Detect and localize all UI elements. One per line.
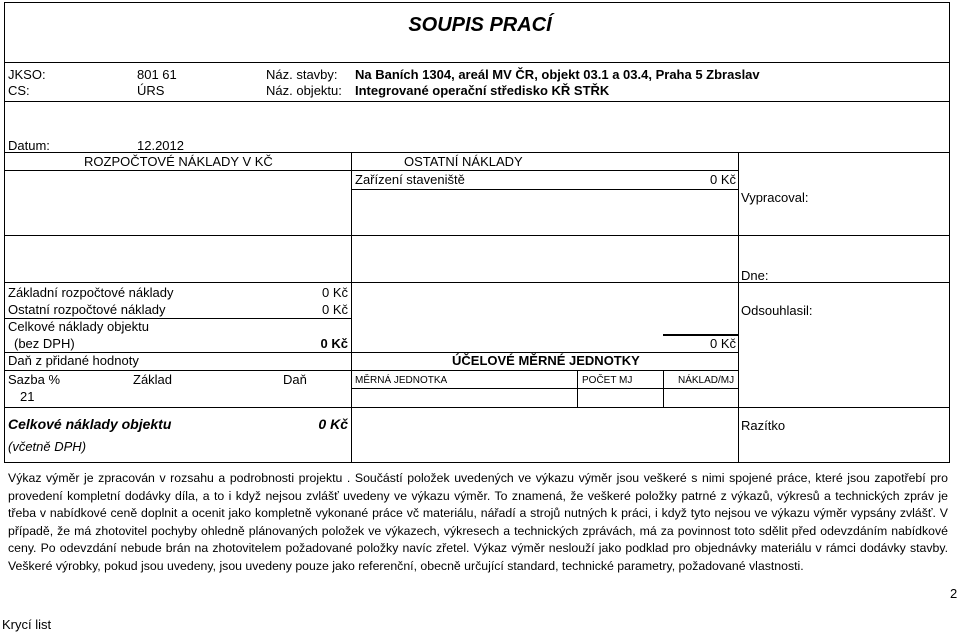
costs-heading-line <box>4 170 738 171</box>
dan-label: Daň z přidané hodnoty <box>8 353 139 368</box>
col-pocet: POČET MJ <box>582 375 633 386</box>
cs-label: CS: <box>8 83 30 98</box>
units-heading: ÚČELOVÉ MĚRNÉ JEDNOTKY <box>452 353 640 368</box>
dne-label: Dne: <box>741 268 769 283</box>
col-naklad: NÁKLAD/MJ <box>678 375 735 386</box>
col-jednotka: MĚRNÁ JEDNOTKA <box>355 375 448 386</box>
vypracoval-label: Vypracoval: <box>741 190 809 205</box>
page-title: SOUPIS PRACÍ <box>408 14 552 36</box>
bottom-border <box>4 462 950 463</box>
zarizeni-value: 0 Kč <box>709 172 736 187</box>
right-border <box>949 2 950 463</box>
zaklad-label: Základ <box>133 372 173 387</box>
bez-dph-label: (bez DPH) <box>14 336 75 351</box>
title-bottom-line <box>4 62 950 63</box>
sazba-line <box>4 370 738 371</box>
final-line <box>4 407 950 408</box>
celkove-label: Celkové náklady objektu <box>8 319 149 334</box>
col-split-2 <box>738 152 739 463</box>
units-cols-line <box>351 388 738 389</box>
units-col-1 <box>577 370 578 407</box>
bez-dph-value: 0 Kč <box>320 336 348 351</box>
header-bottom-line <box>4 101 950 102</box>
objekt-label: Náz. objektu: <box>266 83 342 98</box>
odsouhlasil-label: Odsouhlasil: <box>741 303 813 318</box>
jkso-label: JKSO: <box>8 67 46 82</box>
ostatni-heading: OSTATNÍ NÁKLADY <box>404 154 523 169</box>
jkso-value: 801 61 <box>137 67 177 82</box>
sazba-value: 21 <box>20 389 35 404</box>
zakladni-label: Základní rozpočtové náklady <box>8 285 174 300</box>
stavba-label: Náz. stavby: <box>266 67 338 82</box>
ostatni-total-value: 0 Kč <box>709 336 736 351</box>
celkove-final-value: 0 Kč <box>318 416 348 432</box>
rozpoctove-heading: ROZPOČTOVÉ NÁKLADY V KČ <box>84 154 273 169</box>
datum-label: Datum: <box>8 138 50 153</box>
stavba-value: Na Baních 1304, areál MV ČR, objekt 03.1 a 03.4, Praha 5 Zbraslav <box>355 67 760 82</box>
sheet-name: Krycí list <box>2 617 52 632</box>
sazba-label: Sazba % <box>8 372 61 387</box>
datum-value: 12.2012 <box>137 138 184 153</box>
ostatni-label: Ostatní rozpočtové náklady <box>8 302 166 317</box>
blank-row-line <box>4 235 950 236</box>
zarizeni-line <box>351 189 738 190</box>
zakladni-value: 0 Kč <box>321 285 348 300</box>
celkove-final-label: Celkové náklady objektu <box>8 416 172 432</box>
razitko-label: Razítko <box>741 418 786 433</box>
col-split-1 <box>351 152 352 463</box>
cs-value: ÚRS <box>137 83 165 98</box>
main-rows-line <box>4 282 950 283</box>
left-border <box>4 2 5 463</box>
disclaimer-paragraph: Výkaz výměr je zpracován v rozsahu a podrobnosti projektu . Součástí položek uvedených ve výkazu výměr jsou veškeré s nimi spojené práce, které jsou zapotřebí pro provedení kompletní dodávky díla, a to i když nejsou zvlášť uvedeny ve výkazu výměr. To znamená, že veškeré položky patrné z výkazů, výkresů a technických zpráv je třeba v nabídkové ceně doplnit a ocenit jako kompletně vykonané práce vč materiálu, nářadí a strojů nutných k práci, i když tyto nejsou ve výkazu výměr vypsány zvlášť. V případě, že má zhotovitel pochyby ohledně plánovaných položek ve výkazech, výkresech a technických zprávách, má za povinnost toto sdělit před odevzdáním nabídkové ceny. Po odevzdání nebude brán na zhotovitelem požadované položky navíc zřetel. Výkaz výměr neslouží jako podklad pro objednávky materiálu v rámci dodávky stavby. Veškeré výrobky, pokud jsou uvedeny, jsou uvedeny pouze jako referenční, obecně určující standard, technické parametry, požadované vlastnosti. <box>8 471 948 573</box>
zarizeni-label: Zařízení staveniště <box>355 172 465 187</box>
objekt-value: Integrované operační středisko KŘ STŘK <box>355 83 610 98</box>
ostatni-value: 0 Kč <box>321 302 348 317</box>
dan-col-label: Daň <box>283 372 307 387</box>
vcetne-dph-label: (včetně DPH) <box>8 439 87 454</box>
page-number: 2 <box>950 586 958 601</box>
units-col-2 <box>663 370 664 407</box>
top-border <box>4 2 950 3</box>
